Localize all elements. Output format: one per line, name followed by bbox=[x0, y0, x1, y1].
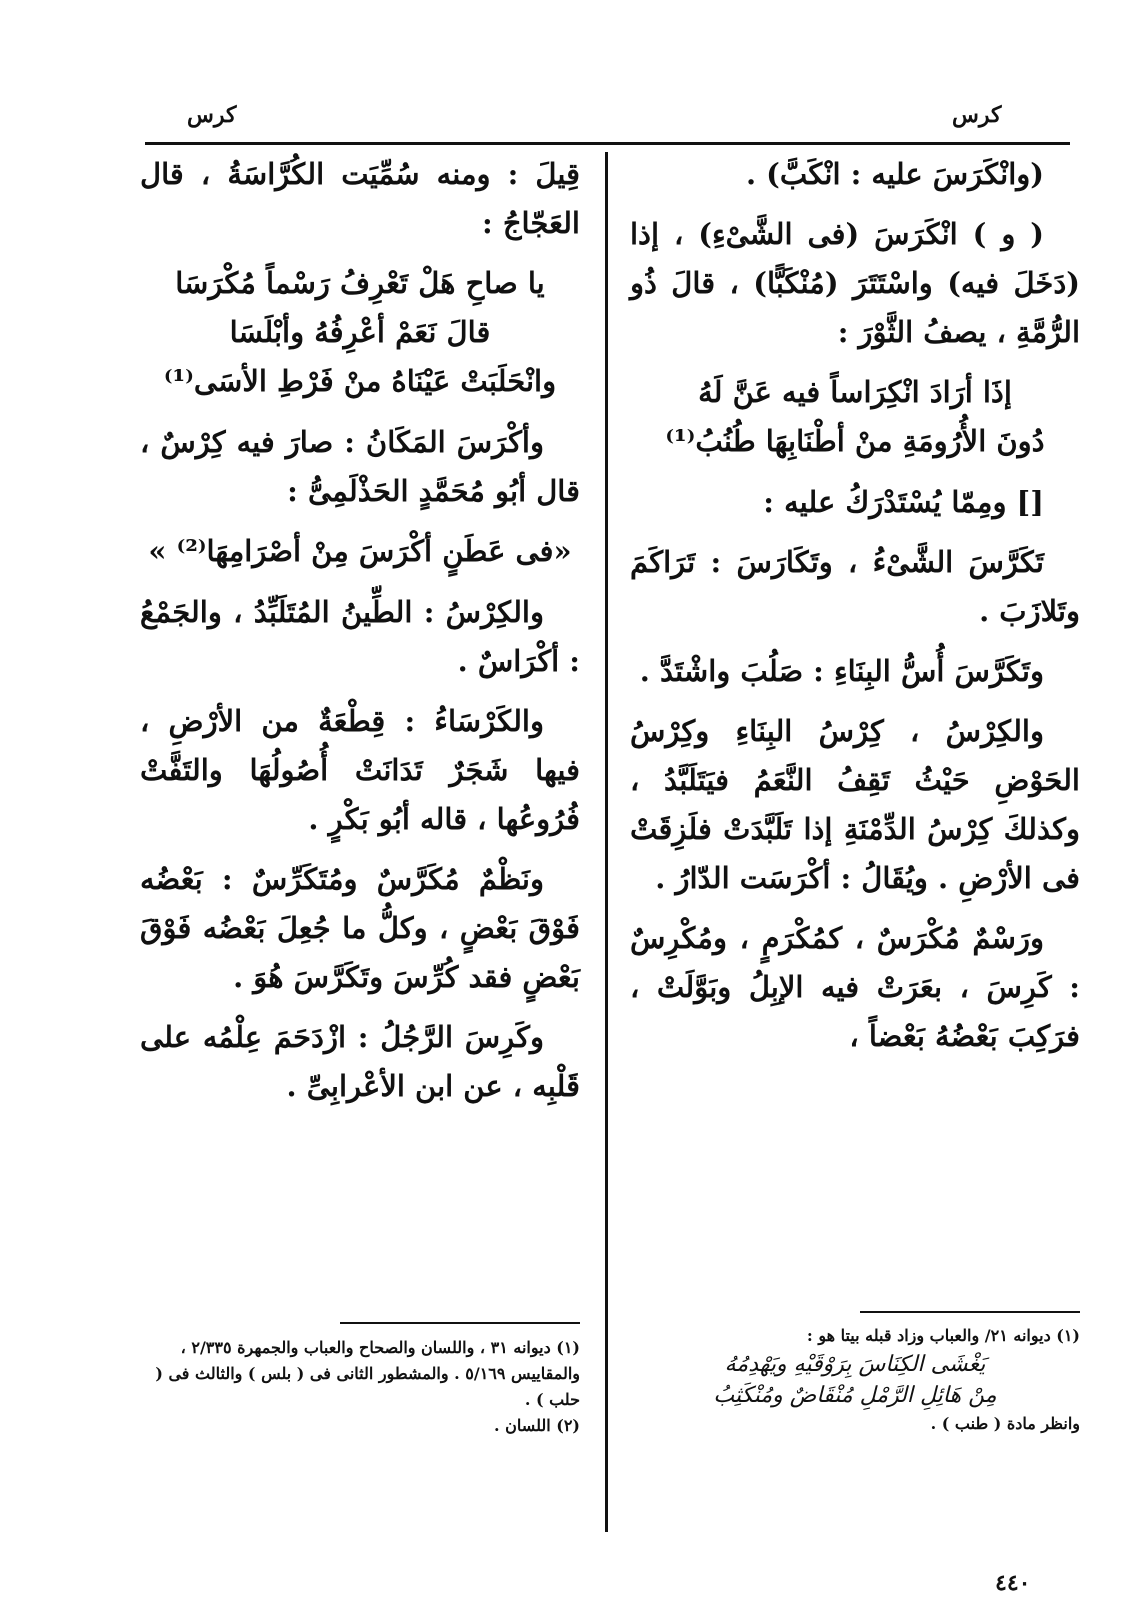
verse-line: يا صاحِ هَلْ تَعْرِفُ رَسْماً مُكْرَسَا bbox=[175, 266, 545, 300]
footnotes-left bbox=[140, 1335, 580, 1439]
entry-paragraph: قِيلَ : ومنه سُمِّيَت الكُرَّاسَةُ ، قال العَجّاجُ : bbox=[140, 157, 580, 240]
entry-paragraph: ( و ) انْكَرَسَ (فى الشَّىْءِ) ، إذا (دَخَلَ فيه) واسْتَتَرَ (مُنْكَبًّا) ، قالَ ذُو الرُّمَّةِ ، يصفُ الثَّوْرَ : bbox=[630, 217, 1080, 349]
left-column bbox=[140, 150, 580, 1122]
verse-line: دُونَ الأُرُومَةِ منْ أطْنَابِهَا طُنُبُ⁽¹⁾ bbox=[665, 424, 1045, 458]
footnote-verse-line: يَغْشَى الكِنَاسَ بِرَوْقَيْهِ ويَهْدِمُهُ bbox=[724, 1352, 986, 1377]
entry-paragraph: وكَرِسَ الرَّجُلُ : ازْدَحَمَ عِلْمُه على قَلْبِه ، عن ابن الأعْرابِىِّ . bbox=[140, 1020, 580, 1103]
poetry-verse bbox=[630, 368, 1080, 466]
entry-paragraph: تَكَرَّسَ الشَّىْءُ ، وتَكَارَسَ : تَرَاكَمَ وتَلازَبَ . bbox=[630, 545, 1080, 628]
entry-paragraph: والكِرْسُ ، كِرْسُ البِنَاءِ وكِرْسُ الحَوْضِ حَيْثُ تَقِفُ النَّعَمُ فيَتَلَبَّدُ ، وكذلكَ كِرْسُ الدِّمْنَةِ إذا تَلَبَّدَتْ فلَزِقَتْ فى الأرْضِ . ويُقَالُ : أكْرَسَت الدّارُ . bbox=[630, 714, 1080, 895]
right-column bbox=[630, 150, 1080, 1072]
entry-paragraph: (وانْكَرَسَ عليه : انْكَبَّ) . bbox=[745, 157, 1044, 191]
poetry-verse bbox=[140, 259, 580, 406]
poetry-verse: «فى عَطَنٍ أكْرَسَ مِنْ أصْرَامِهَا⁽²⁾ » bbox=[148, 534, 572, 568]
footnote-text: (٢) اللسان . bbox=[494, 1416, 580, 1435]
running-header-left: كرس bbox=[187, 102, 237, 128]
entry-paragraph: وأكْرَسَ المَكَانُ : صارَ فيه كِرْسٌ ، قال أبُو مُحَمَّدٍ الحَذْلَمِىُّ : bbox=[140, 425, 580, 508]
entry-paragraph: والكِرْسُ : الطِّينُ المُتَلَبِّدُ ، والجَمْعُ : أكْرَاسٌ . bbox=[140, 595, 580, 678]
verse-line: إذَا أرَادَ انْكِرَاساً فيه عَنَّ لَهُ bbox=[698, 375, 1012, 409]
footnote-text: وانظر مادة ( طنب ) . bbox=[930, 1414, 1080, 1433]
footnote-text: (١) ديوانه ٢١/ والعباب وزاد قبله بيتا هو : bbox=[806, 1326, 1080, 1345]
column-divider bbox=[605, 152, 608, 1532]
entry-paragraph: ونَظْمٌ مُكَرَّسٌ ومُتَكَرِّسٌ : بَعْضُه فَوْقَ بَعْضٍ ، وكلُّ ما جُعِلَ بَعْضُه فَوْقَ بَعْضٍ فقد كُرِّسَ وتَكَرَّسَ هُوَ . bbox=[140, 862, 580, 994]
footnote-rule-right bbox=[860, 1311, 1080, 1313]
footnotes-right bbox=[630, 1323, 1080, 1437]
header-rule bbox=[145, 142, 1070, 145]
footnote-rule-left bbox=[340, 1322, 580, 1324]
entry-paragraph: [] ومِمّا يُسْتَدْرَكُ عليه : bbox=[763, 485, 1044, 519]
page-number: ٤٤٠ bbox=[995, 1570, 1031, 1596]
entry-paragraph: وتَكَرَّسَ أُسُّ البِنَاءِ : صَلُبَ واشْتَدَّ . bbox=[639, 654, 1044, 688]
footnote-text: (١) ديوانه ٣١ ، واللسان والصحاح والعباب والجمهرة ٢/٣٣٥ ، والمقاييس ٥/١٦٩ . والمشطور الثانى فى ( بلس ) والثالث فى ( حلب ) . bbox=[155, 1338, 580, 1409]
entry-paragraph: والكَرْسَاءُ : قِطْعَةٌ من الأرْضِ ، فيها شَجَرٌ تَدَانَتْ أُصُولُهَا والتَفَّتْ فُرُوعُها ، قاله أبُو بَكْرٍ . bbox=[140, 704, 580, 836]
verse-line: وانْحَلَبَتْ عَيْنَاهُ منْ فَرْطِ الأسَى⁽¹⁾ bbox=[163, 364, 557, 398]
running-header-right: كرس bbox=[952, 102, 1002, 128]
verse-line: قالَ نَعَمْ أعْرِفُهُ وأبْلَسَا bbox=[229, 315, 491, 349]
footnote-verse-line: مِنْ هَائِلِ الرَّمْلِ مُنْقَاضٌ ومُنْكَثِبُ bbox=[713, 1383, 997, 1408]
entry-paragraph: ورَسْمٌ مُكْرَسٌ ، كمُكْرَمٍ ، ومُكْرِسٌ : كَرِسَ ، بعَرَتْ فيه الإبِلُ وبَوَّلَتْ ، فرَكِبَ بَعْضُهُ بَعْضاً ، bbox=[630, 921, 1080, 1053]
